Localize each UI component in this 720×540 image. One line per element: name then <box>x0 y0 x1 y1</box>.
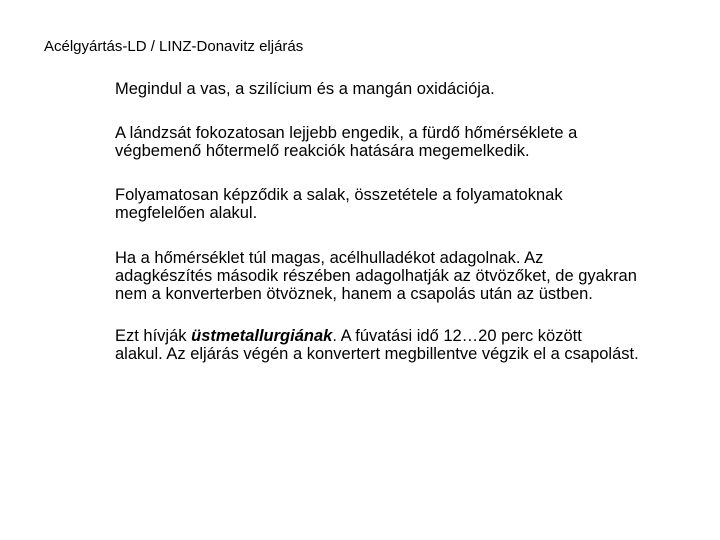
slide-title: Acélgyártás-LD / LINZ-Donavitz eljárás <box>44 38 304 55</box>
emphasized-term: üstmetallurgiának <box>191 327 333 345</box>
paragraph-1 <box>70 80 670 98</box>
paragraph-3-line-1: Folyamatosan képződik a salak, összetétele a folyamatoknak <box>115 186 563 204</box>
paragraph-2-line-1: A lándzsát fokozatosan lejjebb engedik, a fürdő hőmérséklete a <box>115 124 578 142</box>
paragraph-2-line-2: végbemenő hőtermelő reakciók hatására megemelkedik. <box>115 142 530 160</box>
paragraph-5-line-1 <box>70 327 670 345</box>
paragraph-3-line-2: megfelelően alakul. <box>115 204 258 222</box>
paragraph-4 <box>70 249 670 303</box>
paragraph-1-line-1: Megindul a vas, a szilícium és a mangán oxidációja. <box>115 80 495 98</box>
paragraph-5 <box>70 327 670 363</box>
paragraph-4-line-2: adagkészítés második részében adagolhatják az ötvözőket, de gyakran <box>115 267 637 285</box>
paragraph-2 <box>70 124 670 160</box>
paragraph-4-line-1: Ha a hőmérséklet túl magas, acélhulladékot adagolnak. Az <box>115 249 544 267</box>
paragraph-5-text-after: . A fúvatási idő 12…20 perc között <box>332 327 582 345</box>
paragraph-5-line-2: alakul. Az eljárás végén a konvertert megbillentve végzik el a csapolást. <box>115 345 639 363</box>
paragraph-5-text-before: Ezt hívják <box>115 327 192 345</box>
paragraph-4-line-3: nem a konverterben ötvöznek, hanem a csapolás után az üstben. <box>115 285 593 303</box>
paragraph-3 <box>70 186 670 222</box>
content-body <box>70 80 670 389</box>
